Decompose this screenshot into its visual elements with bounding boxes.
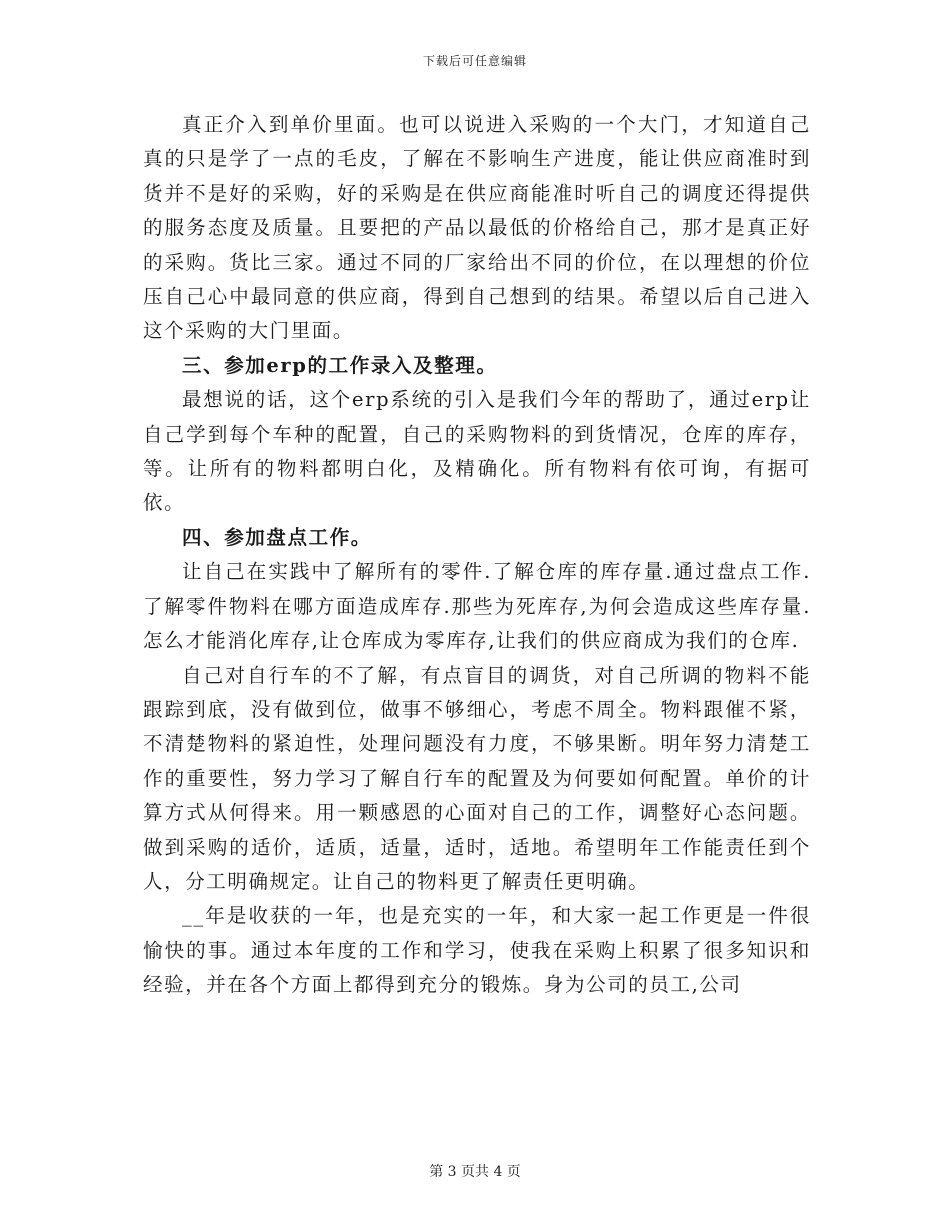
paragraph-inventory: 让自己在实践中了解所有的零件.了解仓库的库存量.通过盘点工作.了解零件物料在哪方面造成库存.那些为死库存,为何会造成这些库存量.怎么才能消化库存,让仓库成为零库存,让我们的供应商成为我们的仓库. <box>143 560 811 653</box>
paragraph-self-review: 自己对自行车的不了解，有点盲目的调货，对自己所调的物料不能跟踪到底，没有做到位，做事不够细心，考虑不周全。物料跟催不紧，不清楚物料的紧迫性，处理问题没有力度，不够果断。明年努力清楚工作的重要性，努力学习了解自行车的配置及为何要如何配置。单价的计算方式从何得来。用一颗感恩的心面对自己的工作，调整好心态问题。做到采购的适价，适质，适量，适时，适地。希望明年工作能责任到个人，分工明确规定。让自己的物料更了解责任更明确。 <box>143 663 811 893</box>
section-heading-erp: 三、参加erp的工作录入及整理。 <box>182 353 498 377</box>
paragraph-year-summary: __年是收获的一年，也是充实的一年，和大家一起工作更是一件很愉快的事。通过本年度的工作和学习，使我在采购上积累了很多知识和经验，并在各个方面上都得到充分的锻炼。身为公司的员工,公司 <box>143 904 811 997</box>
page-header: 下载后可任意编辑 <box>422 54 527 68</box>
document-body <box>143 108 811 1003</box>
section-heading-inventory: 四、参加盘点工作。 <box>182 525 372 549</box>
paragraph-procurement-door: 真正介入到单价里面。也可以说进入采购的一个大门，才知道自己真的只是学了一点的毛皮，了解在不影响生产进度，能让供应商准时到货并不是好的采购，好的采购是在供应商能准时听自己的调度还得提供的服务态度及质量。且要把的产品以最低的价格给自己，那才是真正好的采购。货比三家。通过不同的厂家给出不同的价位，在以理想的价位压自己心中最同意的供应商，得到自己想到的结果。希望以后自己进入这个采购的大门里面。 <box>143 113 811 343</box>
paragraph-erp: 最想说的话，这个erp系统的引入是我们今年的帮助了，通过erp让自己学到每个车种的配置，自己的采购物料的到货情况，仓库的库存，等。让所有的物料都明白化，及精确化。所有物料有依可询，有据可依。 <box>143 388 811 515</box>
page-footer: 第 3 页共 4 页 <box>429 1164 521 1180</box>
